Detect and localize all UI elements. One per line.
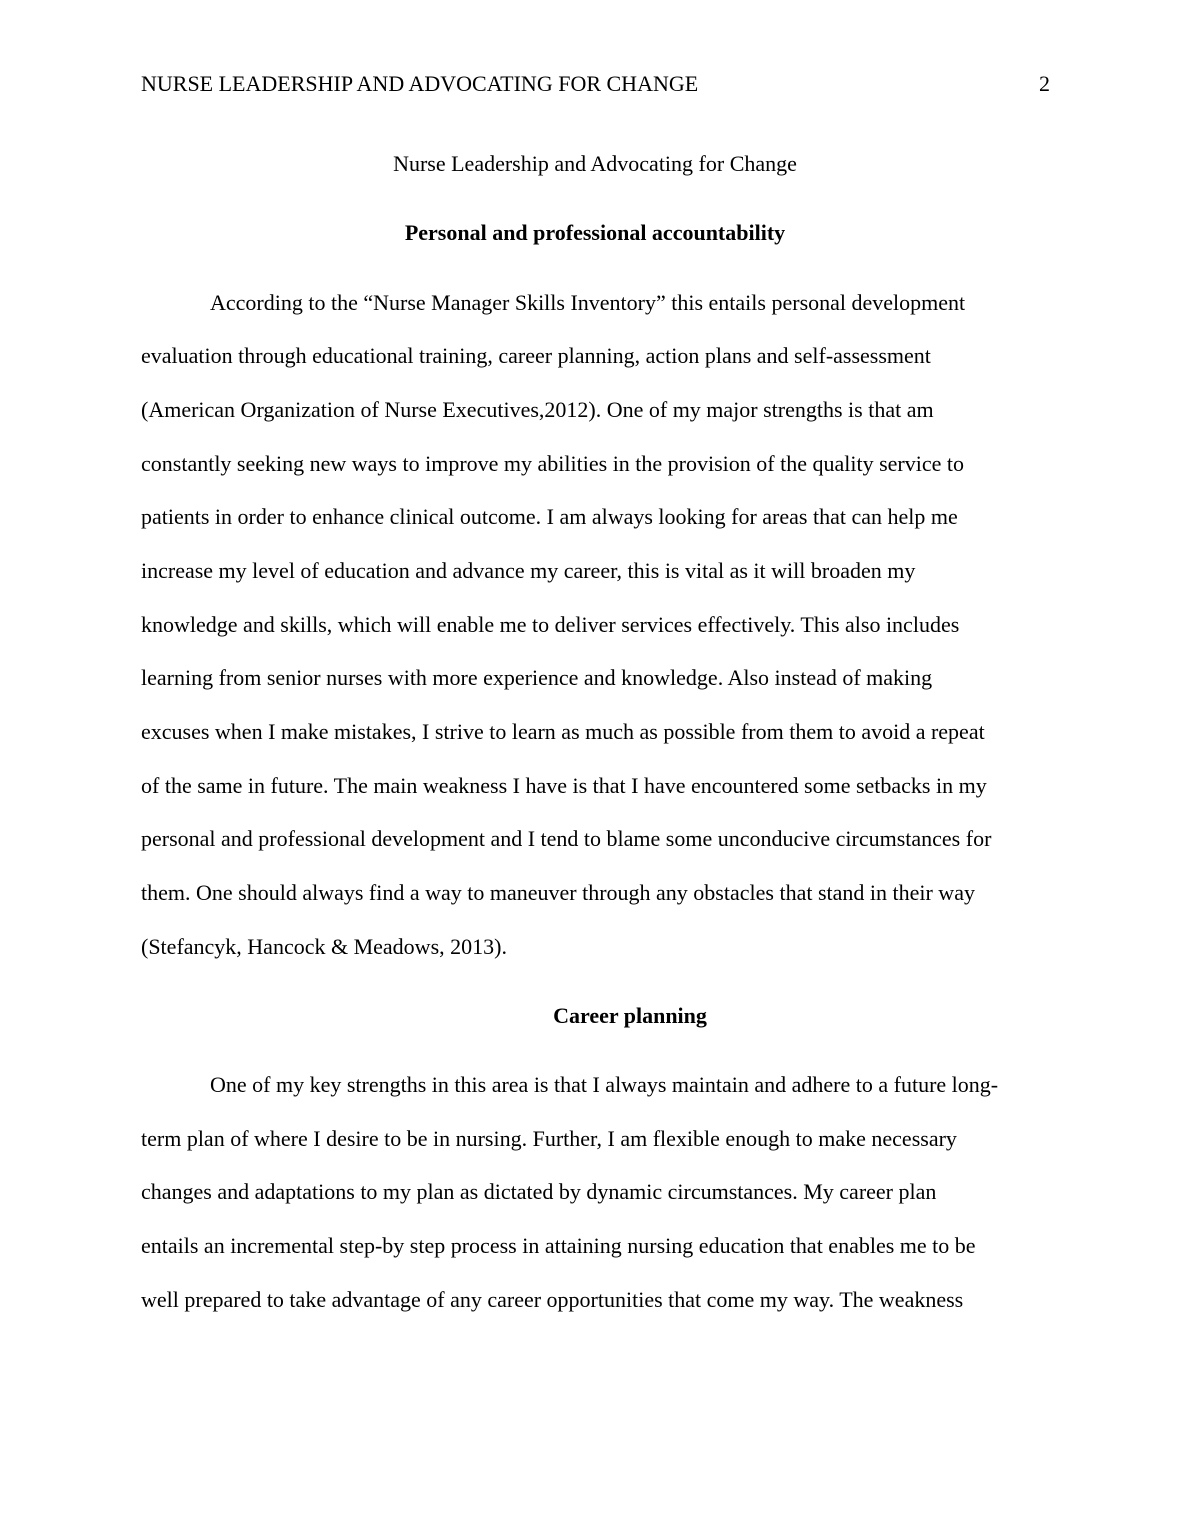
paragraph-line: patients in order to enhance clinical outcome. I am always looking for areas that can help me (141, 504, 958, 529)
paragraph-line: learning from senior nurses with more experience and knowledge. Also instead of making (141, 665, 933, 690)
paragraph-line: term plan of where I desire to be in nursing. Further, I am flexible enough to make necessary (141, 1126, 957, 1151)
paragraph-line: (Stefancyk, Hancock & Meadows, 2013). (141, 934, 507, 959)
paragraph-line: knowledge and skills, which will enable me to deliver services effectively. This also includes (141, 612, 960, 637)
paragraph-line: constantly seeking new ways to improve my abilities in the provision of the quality service to (141, 451, 965, 476)
page-number: 2 (1039, 71, 1050, 96)
paragraph-line: excuses when I make mistakes, I strive to learn as much as possible from them to avoid a repeat (141, 719, 985, 744)
running-head: NURSE LEADERSHIP AND ADVOCATING FOR CHANGE (141, 71, 699, 96)
paragraph-line: One of my key strengths in this area is that I always maintain and adhere to a future long- (210, 1072, 999, 1097)
paragraph-line: entails an incremental step-by step process in attaining nursing education that enables me to be (141, 1233, 976, 1258)
paragraph-line: According to the “Nurse Manager Skills Inventory” this entails personal development (210, 290, 966, 315)
paragraph-line: evaluation through educational training, career planning, action plans and self-assessment (141, 343, 931, 368)
section-heading: Personal and professional accountability (404, 220, 786, 245)
paragraph-line: of the same in future. The main weakness I have is that I have encountered some setbacks in my (141, 773, 987, 798)
paragraph-line: them. One should always find a way to maneuver through any obstacles that stand in their way (141, 880, 975, 905)
section-heading: Career planning (553, 1003, 707, 1028)
paragraph-line: (American Organization of Nurse Executives,2012). One of my major strengths is that am (141, 397, 934, 422)
paragraph-line: well prepared to take advantage of any career opportunities that come my way. The weakness (141, 1287, 964, 1312)
document-title: Nurse Leadership and Advocating for Change (393, 151, 797, 176)
paragraph-line: changes and adaptations to my plan as dictated by dynamic circumstances. My career plan (141, 1179, 937, 1204)
paragraph-line: personal and professional development and I tend to blame some unconducive circumstances for (141, 826, 992, 851)
paragraph-line: increase my level of education and advance my career, this is vital as it will broaden my (141, 558, 916, 583)
